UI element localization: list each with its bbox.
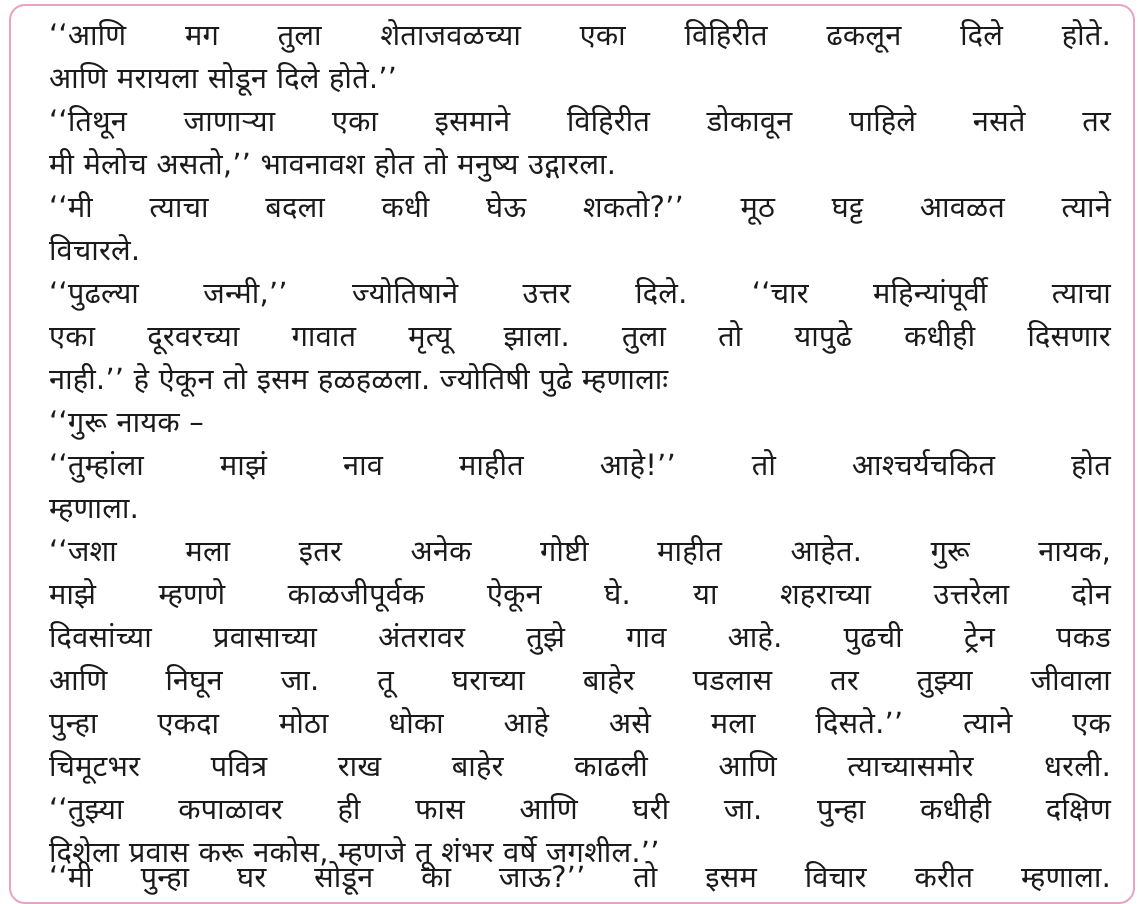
text-line: माझे म्हणणे काळजीपूर्वक ऐकून घे. या शहराच्या उत्तरेला दोन (49, 577, 1111, 611)
text-line: ‘‘आणि मग तुला शेताजवळच्या एका विहिरीत ढकलून दिले होते. (49, 18, 1111, 52)
text-line: चिमूटभर पवित्र राख बाहेर काढली आणि त्याच्यासमोर धरली. (49, 749, 1111, 783)
text-line: ‘‘तिथून जाणाऱ्या एका इसमाने विहिरीत डोकावून पाहिले नसते तर (49, 104, 1111, 138)
text-line: ‘‘गुरू नायक – (49, 405, 204, 439)
text-line: ‘‘मी पुन्हा घर सोडून का जाऊ?’’ तो इसम विचार करीत म्हणाला. (49, 860, 1111, 894)
text-line: दिशेला प्रवास करू नकोस, म्हणजे तू शंभर वर्षे जगशील.’’ (49, 835, 660, 869)
text-line: नाही.’’ हे ऐकून तो इसम हळहळला. ज्योतिषी पुढे म्हणालाः (49, 362, 669, 396)
text-line: एका दूरवरच्या गावात मृत्यू झाला. तुला तो यापुढे कधीही दिसणार (49, 319, 1111, 353)
text-line: आणि निघून जा. तू घराच्या बाहेर पडलास तर तुझ्या जीवाला (49, 663, 1111, 697)
text-line: ‘‘जशा मला इतर अनेक गोष्टी माहीत आहेत. गुरू नायक, (49, 534, 1111, 568)
text-line: दिवसांच्या प्रवासाच्या अंतरावर तुझे गाव आहे. पुढची ट्रेन पकड (49, 620, 1111, 654)
text-line: विचारले. (49, 233, 141, 267)
text-line: आणि मरायला सोडून दिले होते.’’ (49, 61, 398, 95)
text-line: ‘‘तुम्हांला माझं नाव माहीत आहे!’’ तो आश्चर्यचकित होत (49, 448, 1111, 482)
text-line: मी मेलोच असतो,’’ भावनावश होत तो मनुष्य उद्गारला. (49, 147, 617, 181)
text-line: ‘‘पुढल्या जन्मी,’’ ज्योतिषाने उत्तर दिले. ‘‘चार महिन्यांपूर्वी त्याचा (49, 276, 1111, 310)
text-line: पुन्हा एकदा मोठा धोका आहे असे मला दिसते.’’ त्याने एक (49, 706, 1111, 740)
text-line: ‘‘मी त्याचा बदला कधी घेऊ शकतो?’’ मूठ घट्ट आवळत त्याने (49, 190, 1111, 224)
page-frame (9, 4, 1135, 904)
text-line: ‘‘तुझ्या कपाळावर ही फास आणि घरी जा. पुन्हा कधीही दक्षिण (49, 792, 1111, 826)
text-line: म्हणाला. (49, 491, 140, 525)
